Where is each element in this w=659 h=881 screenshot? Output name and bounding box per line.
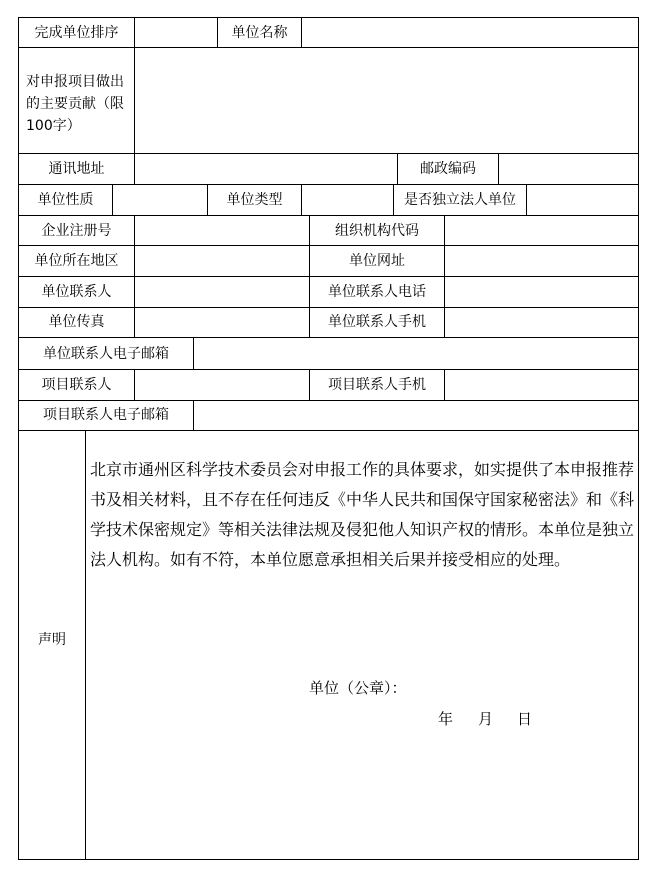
region-field[interactable] — [135, 246, 309, 276]
unit-contact-label: 单位联系人 — [41, 284, 112, 300]
project-contact-field[interactable] — [135, 370, 309, 400]
project-contact-mobile-label: 项目联系人手机 — [328, 377, 426, 393]
border-bottom — [18, 859, 639, 860]
unit-contact-phone-label: 单位联系人电话 — [328, 284, 426, 300]
postcode-field[interactable] — [499, 154, 638, 184]
unit-contact-email-label: 单位联系人电子邮箱 — [43, 346, 169, 362]
date-year: 年 — [438, 710, 454, 728]
row-line — [18, 430, 639, 431]
independent-legal-label: 是否独立法人单位 — [404, 192, 516, 208]
postcode-label: 邮政编码 — [420, 161, 476, 177]
website-label: 单位网址 — [349, 253, 405, 269]
registration-no-field[interactable] — [135, 216, 309, 245]
contribution-label: 对申报项目做出的主要贡献（限100字） — [26, 74, 124, 134]
date-day: 日 — [517, 710, 533, 728]
unit-type-field[interactable] — [302, 185, 393, 215]
region-label: 单位所在地区 — [34, 253, 119, 269]
unit-fax-label: 单位传真 — [48, 314, 105, 330]
date-month: 月 — [478, 710, 494, 728]
unit-order-label: 完成单位排序 — [34, 25, 119, 41]
declaration-text: 北京市通州区科学技术委员会对申报工作的具体要求，如实提供了本申报推荐书及相关材料，且不存在任何违反《中华人民共和国保守国家秘密法》和《科学技术保密规定》等相关法律法规及侵犯他人知识产权的情形。本单位是独立法人机构。如有不符，本单位愿意承担相关后果并接受相应的处理。 — [90, 460, 635, 569]
unit-name-label: 单位名称 — [231, 25, 288, 41]
unit-nature-label: 单位性质 — [37, 192, 94, 208]
seal-label: 单位（公章）： — [309, 679, 407, 697]
declaration-label: 声明 — [38, 632, 66, 648]
project-contact-label: 项目联系人 — [41, 377, 112, 393]
col-line — [85, 430, 86, 860]
unit-contact-field[interactable] — [135, 277, 309, 307]
unit-contact-mobile-label: 单位联系人手机 — [328, 314, 426, 330]
website-field[interactable] — [445, 246, 638, 276]
contribution-field[interactable] — [135, 48, 638, 153]
org-code-field[interactable] — [445, 216, 638, 245]
unit-nature-field[interactable] — [113, 185, 207, 215]
unit-fax-field[interactable] — [135, 308, 309, 337]
address-label: 通讯地址 — [48, 161, 105, 177]
registration-no-label: 企业注册号 — [41, 223, 112, 239]
address-field[interactable] — [135, 154, 397, 184]
unit-name-field[interactable] — [302, 18, 638, 47]
unit-contact-phone-field[interactable] — [445, 277, 638, 307]
unit-contact-mobile-field[interactable] — [445, 308, 638, 337]
border-right — [638, 17, 639, 860]
unit-type-label: 单位类型 — [226, 192, 283, 208]
unit-order-field[interactable] — [135, 18, 217, 47]
border-left — [18, 17, 19, 860]
org-code-label: 组织机构代码 — [335, 223, 419, 239]
project-contact-email-field[interactable] — [194, 401, 638, 430]
project-contact-mobile-field[interactable] — [445, 370, 638, 400]
unit-contact-email-field[interactable] — [194, 338, 638, 369]
independent-legal-field[interactable] — [527, 185, 638, 215]
project-contact-email-label: 项目联系人电子邮箱 — [43, 407, 169, 423]
